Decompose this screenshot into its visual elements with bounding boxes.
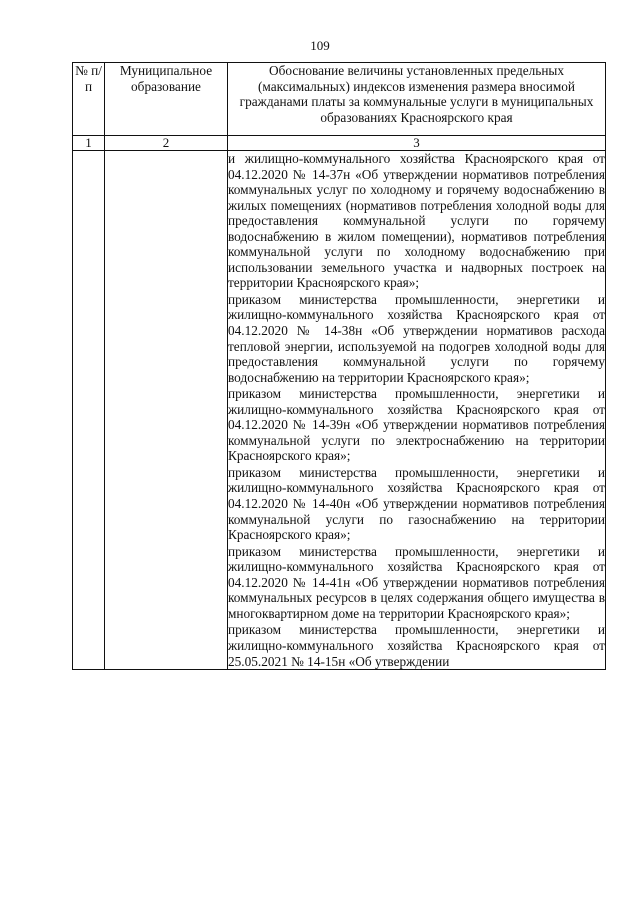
column-index-3: 3 <box>228 136 606 151</box>
header-justification: Обоснование величины установленных предельных (максимальных) индексов изменения размера вносимой гражданами платы за коммунальные услуги в муниципальных образованиях Красноярского края <box>228 63 606 136</box>
row-justification-cell <box>228 151 606 670</box>
order-paragraph-3: приказом министерства промышленности, энергетики и жилищно-коммунального хозяйства Красноярского края от 04.12.2020 № 14-39н «Об утверждении нормативов потребления коммунальной услуги по электроснабжению на территории Красноярского края»; <box>228 386 605 464</box>
order-paragraph-6: приказом министерства промышленности, энергетики и жилищно-коммунального хозяйства Красноярского края от 25.05.2021 № 14-15н «Об утверждении <box>228 622 605 669</box>
header-number: № п/п <box>73 63 105 136</box>
column-index-2: 2 <box>105 136 228 151</box>
page-number: 109 <box>310 38 330 53</box>
order-paragraph-5: приказом министерства промышленности, энергетики и жилищно-коммунального хозяйства Красноярского края от 04.12.2020 № 14-41н «Об утверждении нормативов потребления коммунальных ресурсов в целях содержания общего имущества в многоквартирном доме на территории Красноярского края»; <box>228 543 605 621</box>
justification-table <box>72 62 606 670</box>
order-paragraph-4: приказом министерства промышленности, энергетики и жилищно-коммунального хозяйства Красноярского края от 04.12.2020 № 14-40н «Об утверждении нормативов потребления коммунальной услуги по газоснабжению на территории Красноярского края»; <box>228 464 605 543</box>
header-municipality: Муниципальное образование <box>105 63 228 136</box>
column-index-row <box>73 136 606 151</box>
table-header-row <box>73 63 606 136</box>
order-paragraph-1: и жилищно-коммунального хозяйства Красноярского края от 04.12.2020 № 14-37н «Об утверждении нормативов потребления коммунальных услуг по холодному и горячему водоснабжению в жилых помещениях (нормативов потребления холодной воды для предоставления коммунальной услуги по горячему водоснабжению в жилом помещении), нормативов потребления коммунальной услуги по холодному водоснабжению при использовании земельного участка и надворных построек на территории Красноярского края»; <box>228 151 605 291</box>
row-municipality-cell <box>105 151 228 670</box>
row-number-cell <box>73 151 105 670</box>
table-row <box>73 151 606 670</box>
order-paragraph-2: приказом министерства промышленности, энергетики и жилищно-коммунального хозяйства Красноярского края от 04.12.2020 № 14-38н «Об утверждении нормативов расхода тепловой энергии, используемой на подогрев холодной воды для предоставления коммунальной услуги по горячему водоснабжению на территории Красноярского края»; <box>228 291 605 385</box>
column-index-1: 1 <box>73 136 105 151</box>
